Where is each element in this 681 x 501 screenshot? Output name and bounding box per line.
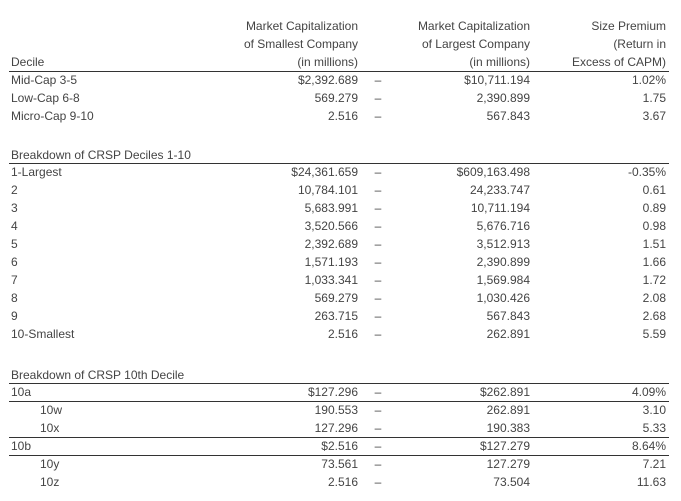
- row-premium-value: 1.02%: [631, 73, 666, 87]
- row-dash: –: [374, 219, 382, 233]
- row-dash: –: [374, 291, 382, 305]
- header-smallest-line1: Market Capitalization: [245, 19, 358, 33]
- row-label: 6: [11, 255, 18, 269]
- row-smallest-value: 2,392.689: [304, 237, 358, 251]
- header-smallest-line2: of Smallest Company: [243, 37, 358, 51]
- row-label: Mid-Cap 3-5: [11, 73, 78, 87]
- row-largest-value: 5,676.716: [476, 219, 530, 233]
- row-dash: –: [374, 273, 382, 287]
- row-smallest-value: 1,571.193: [304, 255, 358, 269]
- row-dash: –: [374, 439, 382, 453]
- row-label: 7: [11, 273, 18, 287]
- row-smallest-value: $24,361.659: [291, 165, 358, 179]
- section-title-tenth: Breakdown of CRSP 10th Decile: [11, 368, 185, 382]
- row-largest-value: 10,711.194: [470, 201, 530, 215]
- row-premium-value: 7.21: [642, 457, 666, 471]
- section-rule-deciles: [9, 163, 669, 164]
- row-premium-value: 3.10: [642, 403, 666, 417]
- row-premium-value: 0.98: [642, 219, 666, 233]
- row-largest-value: 1,569.984: [476, 273, 530, 287]
- row-premium-value: 2.08: [642, 291, 666, 305]
- row-label: 9: [11, 309, 18, 323]
- row-label: Micro-Cap 9-10: [11, 109, 94, 123]
- row-label: 5: [11, 237, 18, 251]
- header-smallest: [200, 17, 358, 71]
- row-dash: –: [374, 91, 382, 105]
- row-premium-value: 4.09%: [631, 385, 666, 399]
- row-label: 2: [11, 183, 18, 197]
- group-rule: [9, 437, 669, 438]
- row-smallest-value: 2.516: [327, 327, 358, 341]
- row-largest-value: 190.383: [486, 421, 530, 435]
- row-premium-value: 2.68: [642, 309, 666, 323]
- row-largest-value: 3,512.913: [476, 237, 530, 251]
- row-dash: –: [374, 403, 382, 417]
- row-largest-value: 567.843: [486, 109, 530, 123]
- row-premium-value: 8.64%: [631, 439, 666, 453]
- row-smallest-value: $2,392.689: [297, 73, 358, 87]
- row-premium-value: 0.89: [642, 201, 666, 215]
- header-largest-line3: (in millions): [469, 55, 530, 69]
- row-dash: –: [374, 255, 382, 269]
- row-premium-value: 3.67: [642, 109, 666, 123]
- row-premium-value: 1.66: [642, 255, 666, 269]
- header-premium-line1: Size Premium: [591, 19, 666, 33]
- row-dash: –: [374, 201, 382, 215]
- row-largest-value: 567.843: [486, 309, 530, 323]
- row-largest-value: $609,163.498: [456, 165, 530, 179]
- row-premium-value: 0.61: [642, 183, 666, 197]
- row-label: 3: [11, 201, 18, 215]
- row-dash: –: [374, 457, 382, 471]
- row-label: 10b: [11, 439, 32, 453]
- row-premium-value: 1.75: [642, 91, 666, 105]
- row-label: 1-Largest: [11, 165, 62, 179]
- row-dash: –: [374, 165, 382, 179]
- row-smallest-value: $127.296: [307, 385, 358, 399]
- row-largest-value: 262.891: [486, 403, 530, 417]
- row-label: 10-Smallest: [11, 327, 75, 341]
- section-rule-tenth: [9, 383, 669, 384]
- row-largest-value: $127.279: [479, 439, 530, 453]
- row-smallest-value: $2.516: [321, 439, 358, 453]
- row-dash: –: [374, 109, 382, 123]
- header-premium-line3: Excess of CAPM): [571, 55, 666, 69]
- row-label: 10y: [40, 457, 60, 471]
- row-smallest-value: 1,033.341: [304, 273, 358, 287]
- row-premium-value: 11.63: [636, 475, 666, 489]
- row-smallest-value: 3,520.566: [304, 219, 358, 233]
- row-dash: –: [374, 183, 382, 197]
- row-dash: –: [374, 385, 382, 399]
- section-title-deciles: Breakdown of CRSP Deciles 1-10: [11, 148, 191, 162]
- row-smallest-value: 5,683.991: [304, 201, 358, 215]
- row-premium-value: 1.72: [642, 273, 666, 287]
- row-smallest-value: 569.279: [314, 291, 358, 305]
- row-label: 10w: [40, 403, 63, 417]
- row-dash: –: [374, 237, 382, 251]
- row-largest-value: $262.891: [479, 385, 530, 399]
- row-largest-value: 24,233.747: [469, 183, 530, 197]
- row-label: 4: [11, 219, 18, 233]
- row-smallest-value: 263.715: [314, 309, 358, 323]
- row-label: 10z: [40, 475, 60, 489]
- group-rule: [9, 455, 669, 456]
- row-premium-value: 5.59: [642, 327, 666, 341]
- row-smallest-value: 73.561: [321, 457, 358, 471]
- row-dash: –: [374, 309, 382, 323]
- row-dash: –: [374, 475, 382, 489]
- header-premium-line2: (Return in: [613, 37, 666, 51]
- row-smallest-value: 2.516: [327, 109, 358, 123]
- header-largest-line1: Market Capitalization: [417, 19, 530, 33]
- row-smallest-value: 10,784.101: [297, 183, 358, 197]
- header-premium: [540, 17, 666, 71]
- row-smallest-value: 569.279: [314, 91, 358, 105]
- row-largest-value: 2,390.899: [476, 91, 530, 105]
- header-largest: [372, 17, 530, 71]
- row-premium-value: 1.51: [642, 237, 666, 251]
- row-largest-value: 73.504: [493, 475, 530, 489]
- group-rule: [9, 401, 669, 402]
- row-smallest-value: 190.553: [314, 403, 358, 417]
- row-smallest-value: 2.516: [327, 475, 358, 489]
- row-largest-value: 262.891: [486, 327, 530, 341]
- header-decile: Decile: [11, 55, 45, 69]
- row-largest-value: 2,390.899: [476, 255, 530, 269]
- row-label: 10a: [11, 385, 32, 399]
- row-largest-value: 127.279: [486, 457, 530, 471]
- row-largest-value: $10,711.194: [464, 73, 530, 87]
- row-label: Low-Cap 6-8: [11, 91, 80, 105]
- row-dash: –: [374, 327, 382, 341]
- header-largest-line2: of Largest Company: [421, 37, 530, 51]
- row-smallest-value: 127.296: [314, 421, 358, 435]
- row-dash: –: [374, 421, 382, 435]
- row-premium-value: 5.33: [642, 421, 666, 435]
- row-label: 8: [11, 291, 18, 305]
- row-premium-value: -0.35%: [627, 165, 666, 179]
- row-largest-value: 1,030.426: [476, 291, 530, 305]
- row-label: 10x: [40, 421, 60, 435]
- row-dash: –: [374, 73, 382, 87]
- header-smallest-line3: (in millions): [297, 55, 358, 69]
